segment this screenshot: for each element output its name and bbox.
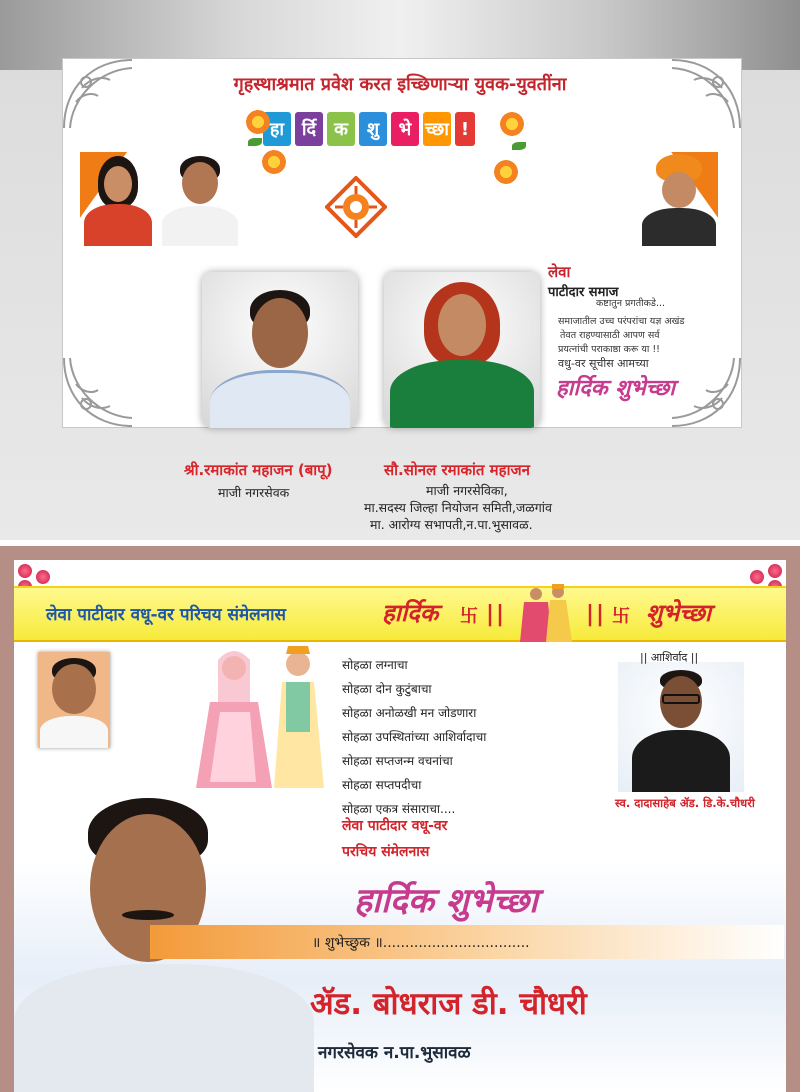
divider-bars: || (486, 602, 507, 627)
sohala-line: सोहळा सप्तपदीचा (342, 778, 422, 792)
banner-text: लेवा पाटीदार वधू-वर परिचय संमेलनास (46, 605, 287, 625)
flower-icon (494, 160, 518, 184)
flower-icon (262, 150, 286, 174)
banner-hardik: हार्दिक (382, 598, 439, 627)
shubhechhuk-label: ॥ शुभेच्छुक ॥................................. (312, 935, 530, 951)
greeting-tile: ! (455, 112, 475, 146)
samaj-emblem-icon (325, 176, 387, 238)
hardik-shubhechha-script: हार्दिक शुभेच्छा (556, 375, 675, 401)
greeting-tile: र्दि (295, 112, 323, 146)
rose-icon (768, 564, 782, 578)
leaf-icon (248, 138, 262, 146)
portrait-man-small (160, 150, 240, 246)
samaj-line: प्रयत्नांची पराकाष्ठा करू या !! (558, 344, 660, 355)
rose-icon (750, 570, 764, 584)
main-name: ॲड. बोधराज डी. चौधरी (310, 986, 587, 1022)
late-dk-chaudhari-name: स्व. दादासाहेब ॲड. डि.के.चौधरी (615, 796, 755, 810)
ashirvad-label: || आशिर्वाद || (640, 651, 699, 664)
person2-line: मा.सदस्य जिल्हा नियोजन समिती,जळगांव (364, 500, 552, 515)
leaf-icon (512, 142, 526, 150)
flower-icon (246, 110, 270, 134)
samaj-leva: लेवा (548, 263, 571, 281)
person2-name: सौ.सोनल रमाकांत महाजन (384, 461, 530, 479)
title-banner (14, 586, 786, 642)
samaj-line: समाजातील उच्च परंपरांचा यज्ञ अखंड (558, 316, 685, 327)
person2-line: मा. आरोग्य सभापती,न.पा.भुसावळ. (370, 517, 533, 532)
portrait-man-turban (640, 152, 718, 246)
vadhu-line: वधु-वर सूचीस आमच्या (558, 357, 649, 370)
hardik-shubhechha-script-large: हार्दिक शुभेच्छा (354, 881, 538, 921)
sohala-line: सोहळा दोन कुटुंबाचा (342, 682, 432, 696)
leva-patidar-red: लेवा पाटीदार वधू-वर (342, 818, 448, 834)
greeting-tile: शु (359, 112, 387, 146)
top-banner (0, 0, 800, 540)
filigree-ornament-bottom-right (670, 356, 742, 428)
swastik-icon: 卐 (612, 606, 630, 627)
hardik-shubhechha-tiles (263, 112, 475, 146)
greeting-tile: हा (263, 112, 291, 146)
greeting-tile: च्छा (423, 112, 451, 146)
person1-name: श्री.रमाकांत महाजन (बापू) (184, 461, 333, 479)
sohala-line: सोहळा लग्नाचा (342, 658, 408, 672)
rose-icon (36, 570, 50, 584)
sohala-line: सोहळा सप्तजन्म वचनांचा (342, 754, 453, 768)
main-designation: नगरसेवक न.पा.भुसावळ (318, 1043, 471, 1063)
flower-icon (500, 112, 524, 136)
filigree-ornament-bottom-left (62, 356, 134, 428)
portrait-khadse (38, 652, 110, 748)
photo-ramakant-mahajan (202, 272, 358, 428)
sohala-line: सोहळा उपस्थितांच्या आशिर्वादाचा (342, 730, 487, 744)
person1-title: माजी नगरसेवक (218, 485, 290, 500)
person2-line: माजी नगरसेविका, (426, 483, 508, 498)
sohala-line: सोहळा एकत्र संसाराचा.... (342, 802, 456, 816)
samaj-line: तेवत राहण्यासाठी आपण सर्व (560, 330, 660, 341)
portrait-woman-small (80, 152, 156, 246)
samaj-rest: पाटीदार समाज (548, 285, 619, 300)
photo-sonal-mahajan (384, 272, 540, 428)
greeting-tile: भे (391, 112, 419, 146)
divider-bars: || (586, 602, 607, 627)
sohala-line: सोहळा अनोळखी मन जोडणारा (342, 706, 477, 720)
couple-illustration-icon (514, 582, 578, 646)
samaj-title (548, 262, 618, 300)
samaj-subtitle: कष्टातुन प्रगतीकडे... (596, 298, 666, 309)
rose-icon (18, 564, 32, 578)
swastik-icon: 卐 (460, 606, 478, 627)
headline: गृहस्थाश्रमात प्रवेश करत इच्छिणाऱ्या युवक-युवतींना (233, 74, 567, 95)
parichay-red: परचिय संमेलनास (342, 844, 430, 860)
greeting-tile: क (327, 112, 355, 146)
banner-shubh: शुभेच्छा (646, 598, 712, 627)
portrait-dk-chaudhari (618, 662, 744, 792)
